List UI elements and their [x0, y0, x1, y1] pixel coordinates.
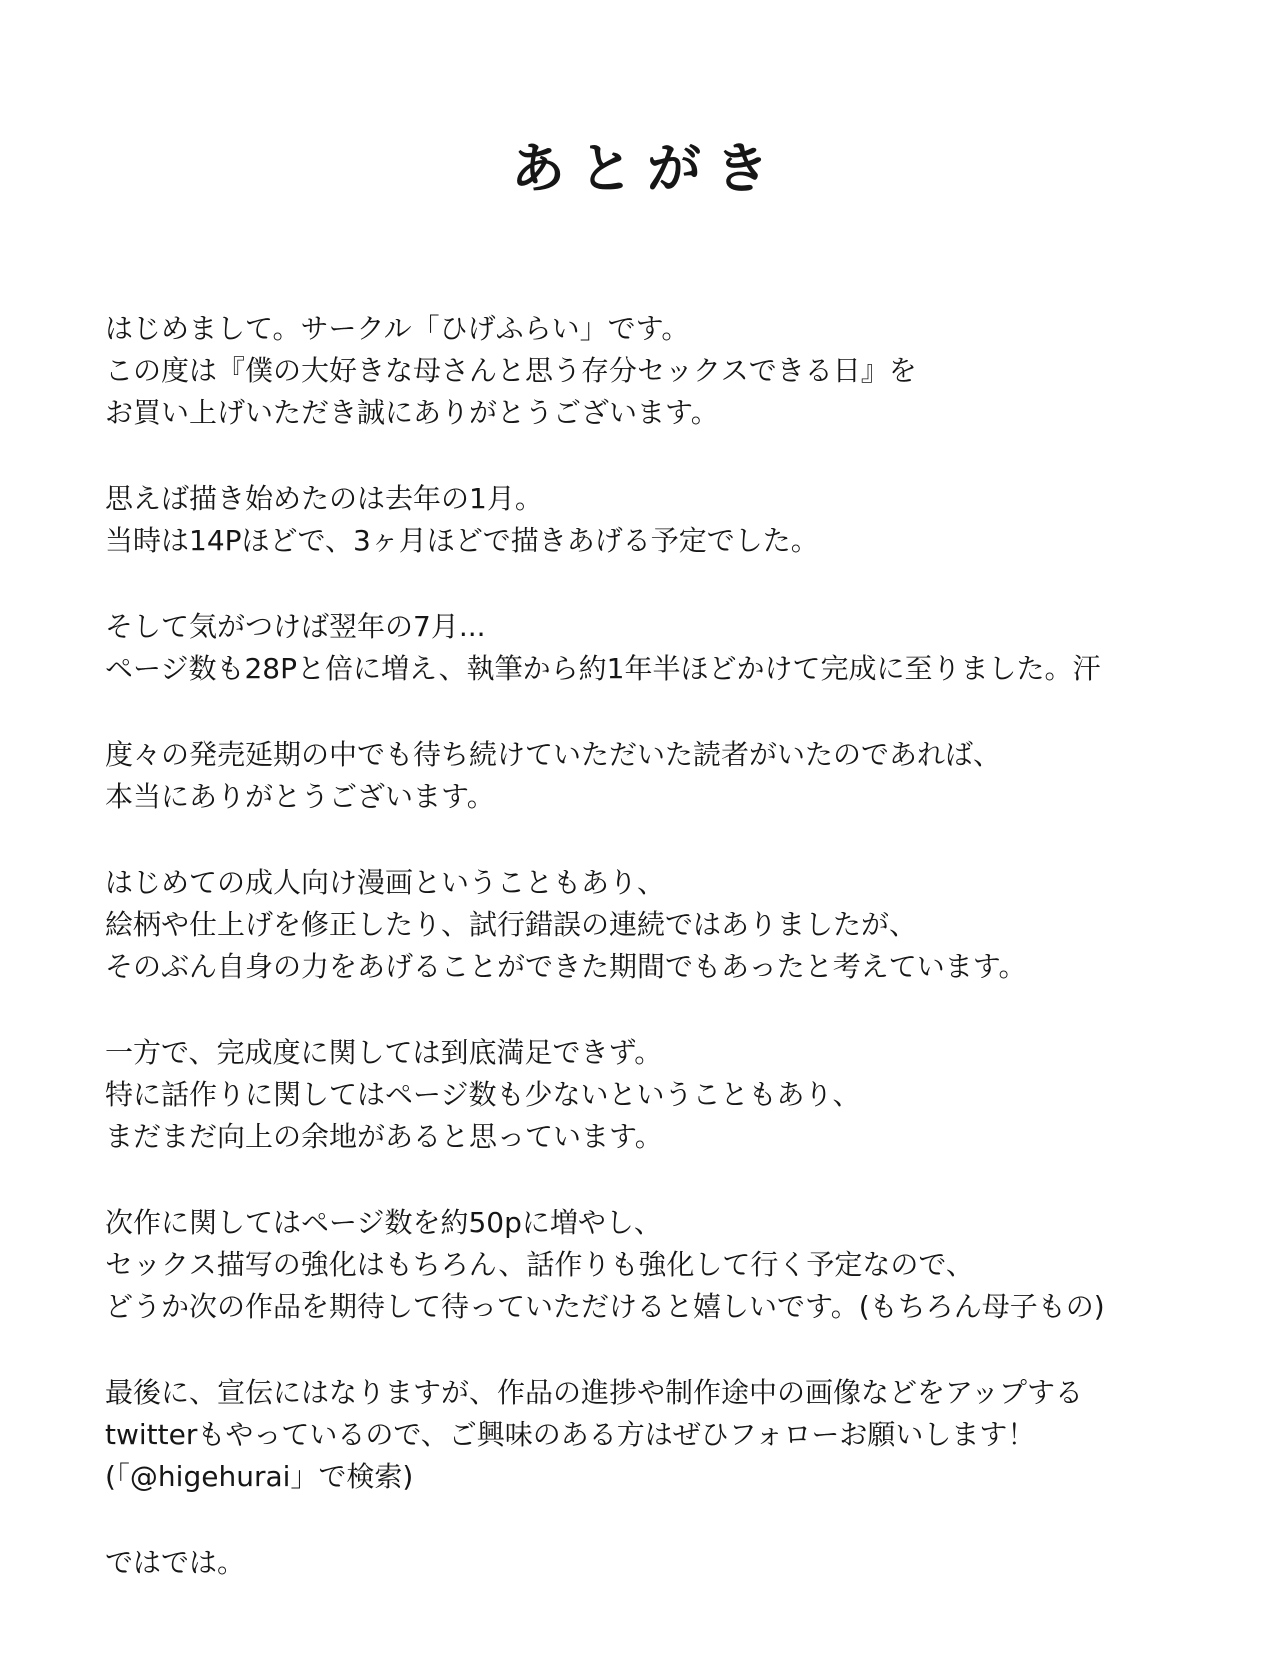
text-line: 本当にありがとうございます。 [105, 780, 495, 813]
text-line: (「@higehurai」で検索) [105, 1460, 414, 1493]
text-line: 当時は14Pほどで、3ヶ月ほどで描きあげる予定でした。 [105, 524, 819, 557]
afterword-paragraph [105, 478, 1220, 562]
text-line: はじめての成人向け漫画ということもあり、 [105, 866, 666, 899]
text-line: そのぶん自身の力をあげることができた期間でもあったと考えています。 [105, 950, 1027, 983]
text-line: どうか次の作品を期待して待っていただけると嬉しいです。(もちろん母子もの) [105, 1290, 1105, 1323]
text-line: この度は『僕の大好きな母さんと思う存分セックスできる日』を [105, 354, 917, 387]
text-line: 思えば描き始めたのは去年の1月。 [105, 482, 543, 515]
text-line: 最後に、宣伝にはなりますが、作品の進捗や制作途中の画像などをアップする [105, 1376, 1084, 1409]
afterword-paragraph [105, 1202, 1220, 1328]
text-line: 絵柄や仕上げを修正したり、試行錯誤の連続ではありましたが、 [105, 908, 918, 941]
text-line: お買い上げいただき誠にありがとうございます。 [105, 396, 719, 429]
text-line: 特に話作りに関してはページ数も少ないということもあり、 [105, 1078, 861, 1111]
text-line: ではでは。 [105, 1546, 246, 1579]
afterword-paragraph [105, 1542, 1220, 1584]
afterword-paragraph [105, 734, 1220, 818]
afterword-paragraph [105, 308, 1220, 434]
afterword-paragraph [105, 1372, 1220, 1498]
text-line: まだまだ向上の余地があると思っています。 [105, 1120, 663, 1153]
afterword-paragraph [105, 606, 1220, 690]
text-line: セックス描写の強化はもちろん、話作りも強化して行く予定なので、 [105, 1248, 974, 1281]
text-line: 次作に関してはページ数を約50pに増やし、 [105, 1206, 662, 1239]
text-line: 度々の発売延期の中でも待ち続けていただいた読者がいたのであれば、 [105, 738, 1002, 771]
text-line: はじめまして。サークル「ひげふらい」です。 [105, 312, 690, 345]
page-title: あとがき [511, 136, 783, 200]
afterword-paragraph [105, 1032, 1220, 1158]
text-line: そして気がつけば翌年の7月... [105, 610, 486, 643]
afterword-body [105, 308, 1220, 1628]
text-line: 一方で、完成度に関しては到底満足できず。 [105, 1036, 663, 1069]
afterword-paragraph [105, 862, 1220, 988]
text-line: twitterもやっているので、ご興味のある方はぜひフォローお願いします！ [105, 1418, 1036, 1451]
text-line: ページ数も28Pと倍に増え、執筆から約1年半ほどかけて完成に至りました。汗 [105, 652, 1101, 685]
